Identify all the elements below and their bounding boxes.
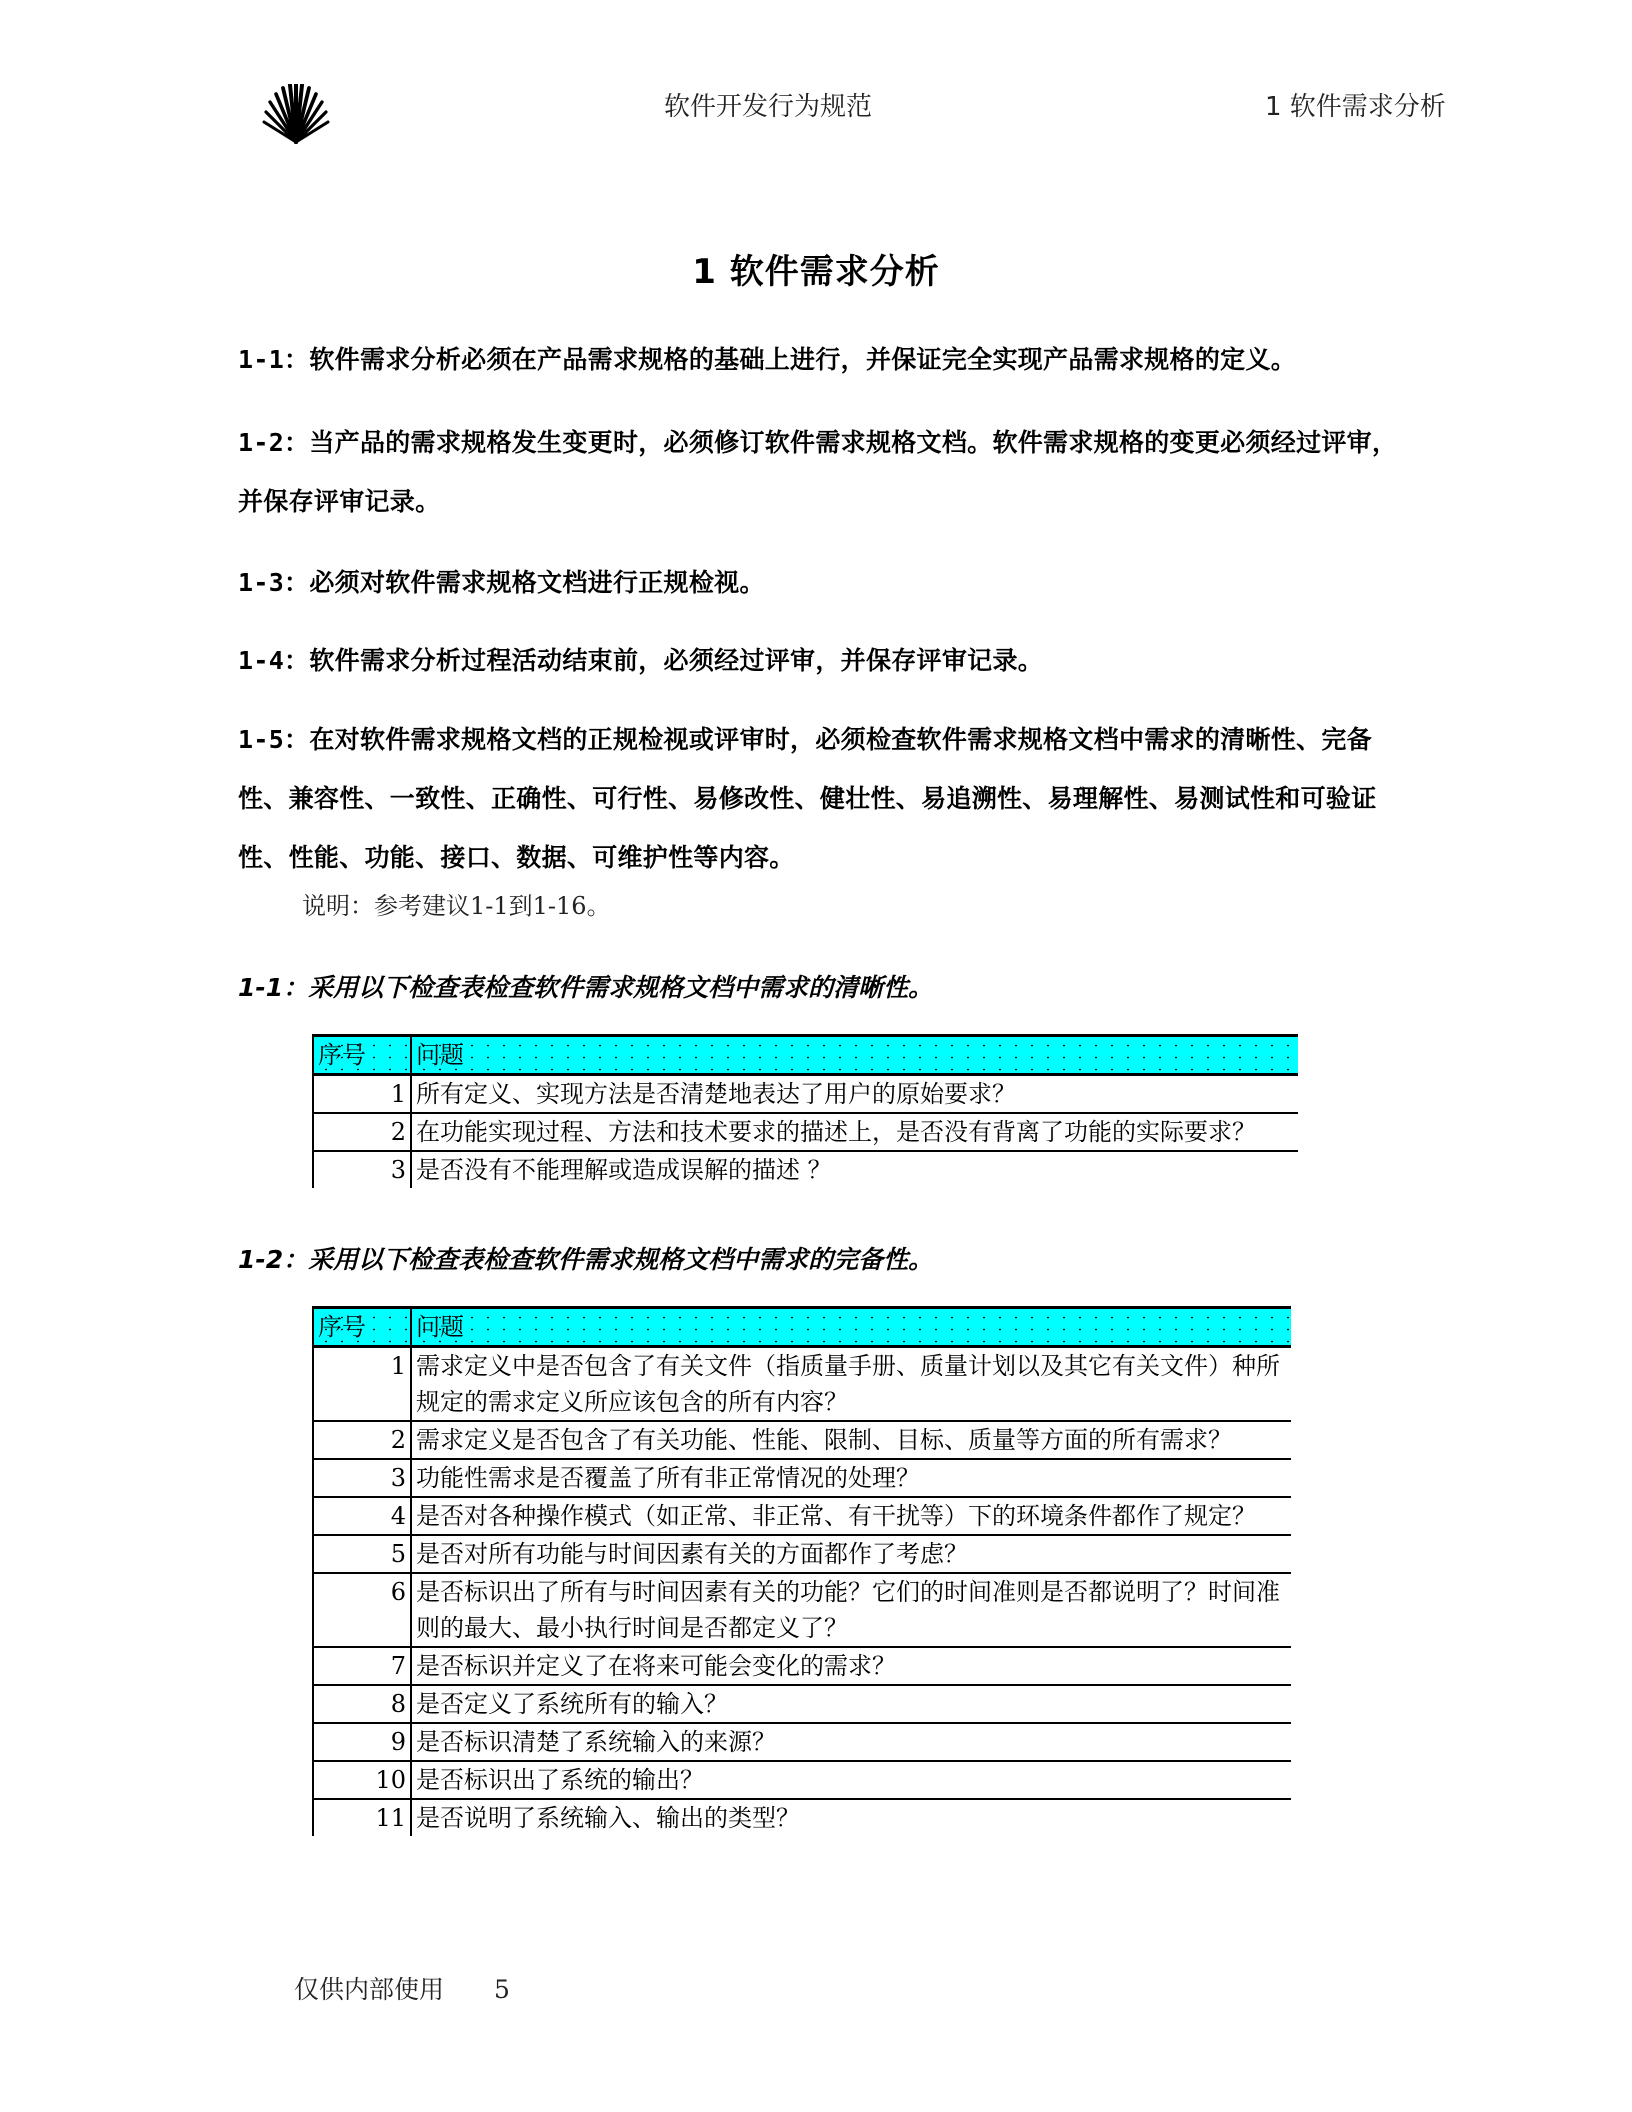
section-text: 采用以下检查表检查软件需求规格文档中需求的清晰性。 [308,973,934,1002]
table-header-row [313,1036,1298,1075]
table-row [313,1723,1291,1761]
row-number: 5 [313,1535,411,1573]
row-question: 是否标识并定义了在将来可能会变化的需求？ [411,1647,1291,1685]
row-number: 3 [313,1459,411,1497]
row-number: 2 [313,1421,411,1459]
table-header-row [313,1308,1291,1347]
rule-text: 软件需求分析必须在产品需求规格的基础上进行，并保证完全实现产品需求规格的定义。 [309,345,1297,374]
rule-text: 必须对软件需求规格文档进行正规检视。 [309,568,765,597]
section-number: 1-1： [238,973,309,1002]
row-number: 9 [313,1723,411,1761]
row-question: 功能性需求是否覆盖了所有非正常情况的处理？ [411,1459,1291,1497]
section-heading-completeness [238,1240,933,1276]
page-title: 1 软件需求分析 [692,252,940,292]
table-row [313,1685,1291,1723]
row-question: 在功能实现过程、方法和技术要求的描述上，是否没有背离了功能的实际要求？ [411,1113,1298,1151]
row-question: 是否没有不能理解或造成误解的描述 ？ [416,1156,832,1184]
table-row [313,1347,1291,1422]
table-row [313,1075,1298,1114]
row-question: 是否定义了系统所有的输入？ [411,1685,1291,1723]
row-number: 4 [313,1497,411,1535]
row-question: 是否对所有功能与时间因素有关的方面都作了考虑？ [411,1535,1291,1573]
rule-1-1 [238,330,1398,389]
table-row [313,1647,1291,1685]
table-row [313,1151,1298,1188]
table-row [313,1761,1291,1799]
row-question: 是否对各种操作模式（如正常、非正常、有干扰等）下的环境条件都作了规定？ [411,1497,1291,1535]
column-header-question: 问题 [411,1036,1298,1075]
row-question: 需求定义是否包含了有关功能、性能、限制、目标、质量等方面的所有需求？ [411,1421,1291,1459]
rule-1-5 [238,710,1398,887]
row-number: 1 [313,1075,411,1114]
section-number: 1-2： [238,1245,309,1274]
rule-number: 1-5： [238,725,310,754]
rule-1-3 [238,553,1398,612]
row-number: 11 [313,1799,411,1836]
column-header-number: 序号 [313,1036,411,1075]
column-header-question: 问题 [411,1308,1291,1347]
row-number: 10 [313,1761,411,1799]
row-question: 是否标识出了所有与时间因素有关的功能？它们的时间准则是否都说明了？时间准则的最大、最小执行时间是否都定义了？ [411,1573,1291,1647]
table-row [313,1421,1291,1459]
table-row [313,1459,1291,1497]
rule-number: 1-1： [238,345,310,374]
footer-label: 仅供内部使用 [294,1975,445,2004]
rule-text: 当产品的需求规格发生变更时，必须修订软件需求规格文档。软件需求规格的变更必须经过评审，并保存评审记录。 [238,428,1398,516]
rule-number: 1-2： [238,428,310,457]
rule-1-2 [238,413,1398,531]
row-question: 是否标识出了系统的输出？ [411,1761,1291,1799]
rule-1-4 [238,631,1398,690]
rule-number: 1-3： [238,568,310,597]
row-question: 是否说明了系统输入、输出的类型？ [416,1804,800,1832]
checklist-table-completeness [312,1306,1291,1836]
row-number: 2 [313,1113,411,1151]
reference-note: 说明：参考建议1-1到1-16。 [302,892,611,920]
running-header-title: 软件开发行为规范 [664,92,873,122]
rule-number: 1-4： [238,646,310,675]
checklist-table-clarity [312,1034,1298,1188]
column-header-number: 序号 [313,1308,411,1347]
row-question: 需求定义中是否包含了有关文件（指质量手册、质量计划以及其它有关文件）种所规定的需求定义所应该包含的所有内容？ [411,1347,1291,1422]
page-number: 5 [494,1975,510,2004]
row-number: 7 [313,1647,411,1685]
rule-text: 在对软件需求规格文档的正规检视或评审时，必须检查软件需求规格文档中需求的清晰性、完备性、兼容性、一致性、正确性、可行性、易修改性、健壮性、易追溯性、易理解性、易测试性和可验证性、性能、功能、接口、数据、可维护性等内容。 [238,725,1377,872]
running-header-chapter: 1 软件需求分析 [1265,92,1446,122]
page-footer [294,1970,510,2006]
row-number: 8 [313,1685,411,1723]
table-row [313,1573,1291,1647]
rule-text: 软件需求分析过程活动结束前，必须经过评审，并保存评审记录。 [309,646,1044,675]
table-row [313,1535,1291,1573]
shell-fan-logo-icon [258,84,334,144]
table-row [313,1799,1291,1836]
row-question: 是否标识清楚了系统输入的来源？ [411,1723,1291,1761]
row-number: 1 [313,1347,411,1422]
row-question: 所有定义、实现方法是否清楚地表达了用户的原始要求？ [411,1075,1298,1114]
table-row [313,1113,1298,1151]
section-heading-clarity [238,968,933,1004]
section-text: 采用以下检查表检查软件需求规格文档中需求的完备性。 [308,1245,934,1274]
row-number: 6 [313,1573,411,1647]
row-number: 3 [313,1151,411,1188]
table-row [313,1497,1291,1535]
